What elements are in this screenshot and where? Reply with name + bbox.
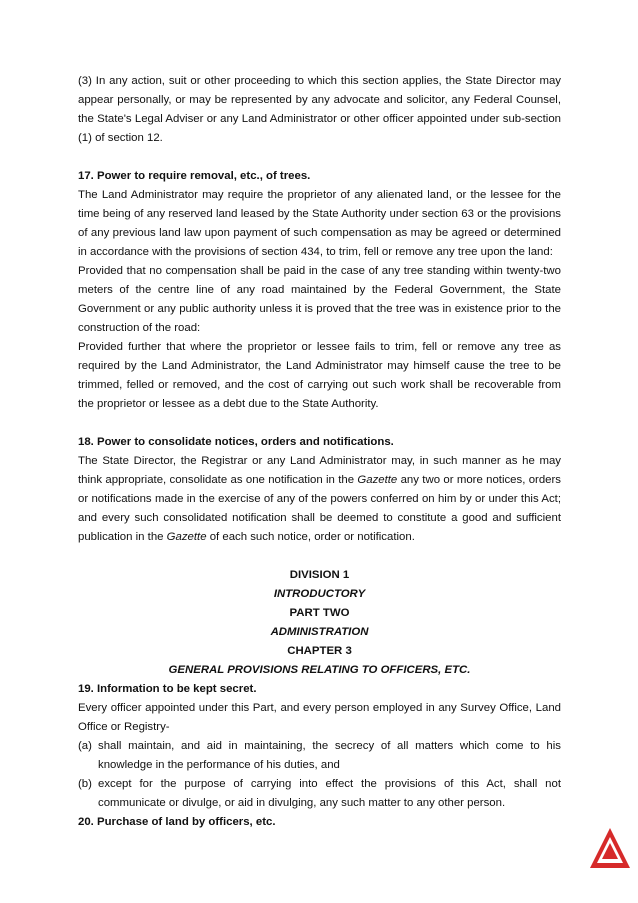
section-17-paragraph-1: The Land Administrator may require the proprietor of any alienated land, or the lessee for the time being of any reserved land leased by the State Authority under section 63 or the provisions of any previous land law upon payment of such compensation as may be agreed or determined in accordance with the provisions of section 434, to trim, fell or remove any tree upon the land: <box>78 189 561 258</box>
section-18-text-part-1: The State Director, the Registrar or any Land Administrator may, in such manner as he may think appropriate, consolidate as one notification in the <box>78 455 561 486</box>
list-item-text: except for the purpose of carrying into effect the provisions of this Act, shall not communicate or divulge, or aid in divulging, any such matter to any other person. <box>98 778 561 809</box>
section-17-proviso-2: Provided further that where the proprietor or lessee fails to trim, fell or remove any tree as required by the Land Administrator, the Land Administrator may himself cause the tree to be trimmed, felled or removed, and the cost of carrying out such work shall be recoverable from the proprietor or lessee as a debt due to the State Authority. <box>78 341 561 410</box>
section-18-text-part-3: of each such notice, order or notification. <box>206 531 415 543</box>
chapter-title: GENERAL PROVISIONS RELATING TO OFFICERS, ETC. <box>168 664 471 676</box>
section-18-text-part-2: any two or more notices, orders or notifications made in the exercise of any of the powers conferred on him by or under this Act; and every such consolidated notification shall be deemed to constitute a good and sufficient publication in the <box>78 474 561 543</box>
section-17-proviso-1: Provided that no compensation shall be paid in the case of any tree standing within twenty-two meters of the centre line of any road maintained by the Federal Government, the State Government or any public authority unless it is proved that the tree was in existence prior to the construction of the road: <box>78 265 561 334</box>
list-item-text: shall maintain, and aid in maintaining, the secrecy of all matters which come to his knowledge in the performance of his duties, and <box>98 740 561 771</box>
division-label: DIVISION 1 <box>289 569 350 581</box>
division-title: INTRODUCTORY <box>273 588 366 600</box>
chapter-label: CHAPTER 3 <box>287 645 352 657</box>
list-marker: (b) <box>78 778 92 790</box>
section-19-heading: 19. Information to be kept secret. <box>78 683 257 695</box>
section-19-intro: Every officer appointed under this Part, and every person employed in any Survey Office, Land Office or Registry- <box>78 702 561 733</box>
list-item <box>78 775 561 813</box>
part-title: ADMINISTRATION <box>270 626 369 638</box>
section-20-heading: 20. Purchase of land by officers, etc. <box>78 816 276 828</box>
part-label: PART TWO <box>289 607 350 619</box>
section-17-heading: 17. Power to require removal, etc., of trees. <box>78 170 311 182</box>
gazette-term: Gazette <box>166 531 207 543</box>
section-16-subsection-3: (3) In any action, suit or other proceeding to which this section applies, the State Director may appear personally, or may be represented by any advocate and solicitor, any Federal Counsel, the State's Legal Adviser or any Land Administrator or other officer appointed under sub-section (1) of section 12. <box>78 75 561 144</box>
section-18-heading: 18. Power to consolidate notices, orders and notifications. <box>78 436 394 448</box>
gazette-term: Gazette <box>357 474 398 486</box>
list-item <box>78 737 561 775</box>
document-page <box>78 72 561 832</box>
section-18-paragraph <box>78 452 561 547</box>
triangle-logo-icon <box>588 826 632 870</box>
list-marker: (a) <box>78 740 92 752</box>
